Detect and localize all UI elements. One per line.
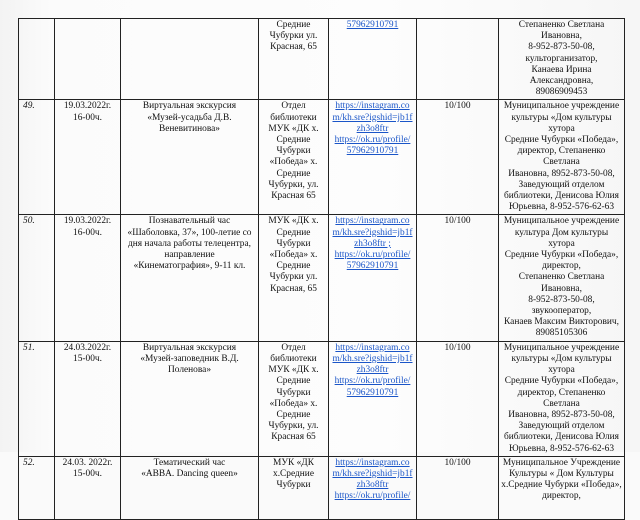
event-title-cell [121,456,259,519]
link-text[interactable]: m/kh.sre?igshid=jb1f [332,353,413,364]
event-title-cell [121,341,259,456]
event-venue-line: МУК «ДК х. [268,365,319,376]
link-text[interactable]: https://ok.ru/profile/ [334,250,411,261]
event-date-cell [55,19,121,100]
responsible-person-line: Муниципальное учреждение [503,342,620,353]
event-venue-line: Чубурки [276,238,311,249]
responsible-person-cell [499,341,625,456]
row-number-cell [19,100,55,215]
responsible-person-line: 89085105306 [535,328,588,339]
event-venue-line: Чубурки ул. [269,272,318,283]
event-links-cell [329,341,417,456]
event-venue-cell [259,100,329,215]
event-venue-cell [259,215,329,341]
participants-count-cell [417,456,499,519]
event-title-cell [121,215,259,341]
responsible-person-line: Средние Чубурки «Победа», [504,135,619,146]
responsible-person-line: директор, Степаненко Светлана [517,387,606,409]
table-row [19,215,625,341]
event-title-line: «ABBA. Dancing queen» [141,468,238,479]
link-text[interactable]: https://ok.ru/profile/ [334,376,411,387]
event-title-line: «Музей-усадьба Д.В. [147,112,232,123]
event-venue-line: Средние [276,135,311,146]
event-venue-line: МУК «ДК х. [268,216,319,227]
event-title-line: Виртуальная экскурсия [142,342,237,353]
responsible-person-line: Юрьевна, 8-952-576-62-63 [508,443,615,454]
responsible-person-line: 8-952-873-50-08, [528,42,595,53]
event-venue-line: Красная, 65 [270,283,317,294]
event-venue-line: МУК «ДК х. [268,123,319,134]
participants-count-cell [417,100,499,215]
event-date-cell [55,456,121,519]
event-title-cell [121,19,259,100]
table-row [19,19,625,100]
responsible-person-line: 89086909453 [535,87,588,98]
event-links-cell [329,215,417,341]
row-number-cell [19,456,55,519]
event-title-line: «Музей-заповедник В.Д. [140,353,239,364]
responsible-person-line: директор, [542,491,581,502]
event-date-line: 16-00ч. [73,112,102,123]
event-venue-line: х.Средние [273,468,314,479]
link-text[interactable]: m/kh.sre?igshid=jb1f [332,112,413,123]
responsible-person-line: Ивановна, 8952-873-50-08, [508,168,615,179]
event-venue-line: Отдел [281,342,306,353]
event-date-line: 19.03.2022г. [63,216,112,227]
table-row [19,341,625,456]
link-text[interactable]: https://instagram.co [335,342,410,353]
row-number-cell [19,215,55,341]
link-text[interactable]: https://instagram.co [335,216,410,227]
responsible-person-line: 8-952-873-50-08, звукооператор, [528,294,595,317]
responsible-person-cell [499,215,625,341]
event-venue-line: Чубурки [276,480,311,491]
link-text[interactable]: 57962910791 [346,261,399,272]
responsible-person-line: библиотеки, Денисова Юлия [504,191,619,202]
event-title-line: Тематический час [153,457,226,468]
row-number: 51. [23,342,35,353]
event-date-line: 16-00ч. [73,227,102,238]
event-venue-line: Чубурки [276,387,311,398]
event-title-line: Виртуальная экскурсия [142,101,237,112]
table-row [19,456,625,519]
event-venue-line: Чубурки, ул. [268,179,319,190]
responsible-person-line: Муниципальное учреждение [503,101,620,112]
event-venue-line: библиотеки [270,112,317,123]
link-text[interactable]: https://ok.ru/profile/ [334,491,411,502]
event-venue-cell [259,19,329,100]
event-venue-line: Отдел [281,101,306,112]
participants-count-cell [417,19,499,100]
participants-count: 10/100 [444,216,471,227]
responsible-person-line: директор, [542,261,581,272]
event-date-cell [55,215,121,341]
event-date-line: 19.03.2022г. [63,101,112,112]
link-text[interactable]: 57962910791 [346,20,399,30]
responsible-person-line: директор, Степаненко Светлана [517,146,606,168]
event-venue-line: Средние [276,376,311,387]
event-title-line: Познавательный час [148,216,231,227]
event-venue-line: «Победа» х. [269,398,318,409]
row-number: 50. [23,216,35,227]
event-title-line: «Кинематография», 9-11 кл. [133,261,246,272]
responsible-person-line: Степаненко Светлана Ивановна, [518,272,605,294]
responsible-person-line: Заведующий отделом [518,421,605,432]
responsible-person-line: Канаева Ирина Александровна, [529,64,594,87]
link-text[interactable]: zh3o8ftr [356,365,389,376]
responsible-person-cell [499,100,625,215]
responsible-person-line: Средние Чубурки «Победа», [504,376,619,387]
participants-count-cell [417,215,499,341]
link-text[interactable]: zh3o8ftr ; [354,238,391,249]
responsible-person-line: культорганизатор, [525,53,598,64]
event-venue-cell [259,456,329,519]
responsible-person-line: культуры «Дом культуры хутора [511,353,612,376]
participants-count: 10/100 [444,101,471,112]
responsible-person-line: Степаненко Светлана Ивановна, [518,20,605,42]
event-date-line: 15-00ч. [73,353,102,364]
event-links-cell [329,19,417,100]
event-title-cell [121,100,259,215]
event-date-cell [55,100,121,215]
event-date-line: 24.03. 2022г. [62,457,113,468]
responsible-person-line: Ивановна, 8952-873-50-08, [508,409,615,420]
event-venue-line: библиотеки [270,353,317,364]
event-date-cell [55,341,121,456]
event-venue-line: «Победа» х. [269,157,318,168]
link-text[interactable]: https://instagram.co [335,457,410,468]
event-venue-line: Средние [276,409,311,420]
event-venue-line: Средние [276,168,311,179]
responsible-person-line: Муниципальное учреждение [503,216,620,227]
row-number: 52. [23,457,35,468]
table-row [19,100,625,215]
responsible-person-line: Канаев Максим Викторович, [504,317,619,328]
link-text[interactable]: 57962910791 [346,387,399,398]
participants-count: 10/100 [444,342,471,353]
event-venue-line: Красная 65 [271,191,316,202]
responsible-person-line: Заведующий отделом [518,179,605,190]
event-title-line: Поленова» [167,365,212,376]
participants-count-cell [417,341,499,456]
event-venue-line: Чубурки [276,146,311,157]
link-text[interactable]: 57962910791 [346,146,399,157]
event-date-line: 15-00ч. [73,468,102,479]
event-title-line: «Шаболовка, 37», 100-летие со [127,227,252,238]
participants-count: 10/100 [444,457,471,468]
link-text[interactable]: https://instagram.co [335,101,410,112]
event-title-line: Веневитинова» [158,123,220,134]
responsible-person-line: библиотеки, Денисова Юлия [504,432,619,443]
link-text[interactable]: m/kh.sre?igshid=jb1f [332,468,413,479]
responsible-person-line: культуры «Дом культуры хутора [511,112,612,134]
responsible-person-line: Муниципальное Учреждение [502,457,621,468]
event-venue-cell [259,341,329,456]
event-venue-line: Средние [276,20,311,30]
event-date-line: 24.03.2022г. [63,342,112,353]
responsible-person-line: Культуры « Дом Культуры [509,468,614,479]
responsible-person-line: х.Средние Чубурки «Победа», [501,480,622,491]
event-venue-line: «Победа» х. [269,250,318,261]
event-venue-line: Чубурки ул. [269,31,318,42]
row-number: 49. [23,101,35,112]
event-venue-line: Средние [276,227,311,238]
responsible-person-line: Юрьевна, 8-952-576-62-63 [508,202,615,213]
link-text[interactable]: zh3o8ftr [356,480,389,491]
event-venue-line: Средние [276,261,311,272]
link-text[interactable]: zh3o8ftr [356,123,389,134]
event-venue-line: Красная 65 [271,432,316,443]
events-table [18,18,625,520]
event-title-line: дня начала работы телецентра, [127,238,251,249]
event-links-cell [329,100,417,215]
responsible-person-cell [499,19,625,100]
event-title-line: направление [164,250,215,261]
event-venue-line: Красная, 65 [270,42,317,53]
responsible-person-line: культура Дом культуры хутора [514,227,609,249]
event-links-cell [329,456,417,519]
event-venue-line: МУК «ДК [273,457,314,468]
link-text[interactable]: m/kh.sre?igshid=jb1f [332,227,413,238]
event-venue-line: Чубурки, ул. [268,421,319,432]
responsible-person-line: Средние Чубурки «Победа», [504,250,619,261]
row-number-cell [19,19,55,100]
row-number-cell [19,341,55,456]
link-text[interactable]: https://ok.ru/profile/ [334,135,411,146]
responsible-person-cell [499,456,625,519]
